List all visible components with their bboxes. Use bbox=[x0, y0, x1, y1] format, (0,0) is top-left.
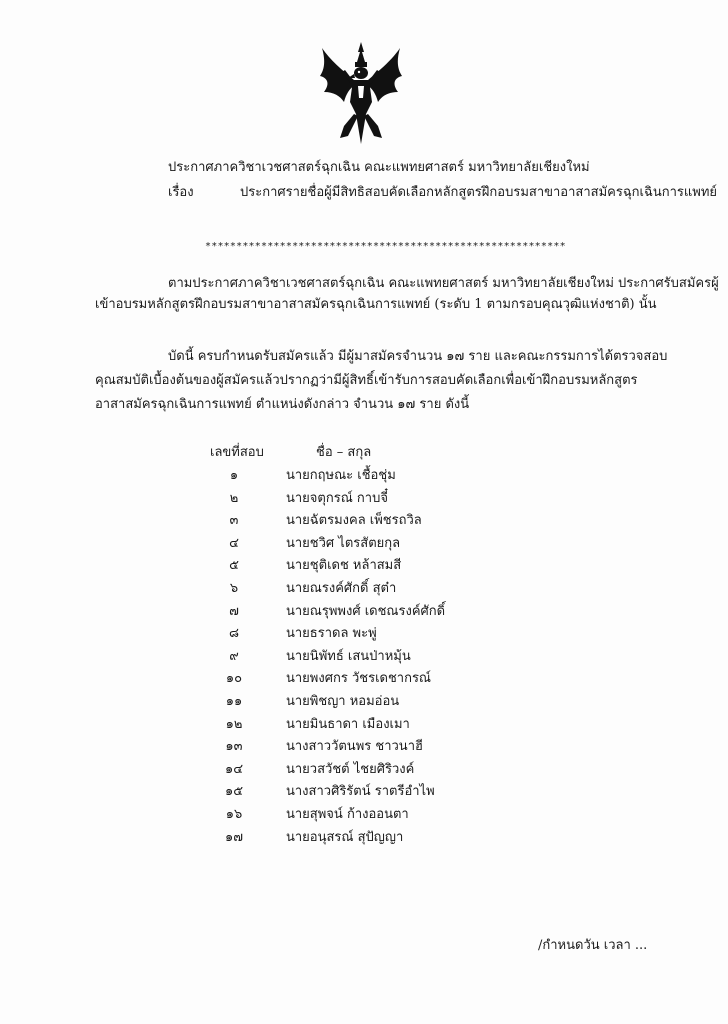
exam-number: ๑๒ bbox=[225, 716, 243, 732]
candidate-name: นายพิชญา หอมอ่อน bbox=[286, 693, 400, 709]
list-item bbox=[0, 466, 728, 489]
candidate-name: นายชวิศ ไตรสัตยกุล bbox=[286, 535, 401, 551]
paragraph-2-line-3: อาสาสมัครฉุกเฉินการแพทย์ ตำแหน่งดังกล่าว จำนวน ๑๗ ราย ดังนี้ bbox=[95, 397, 470, 412]
announcement-title: ประกาศภาควิชาเวชศาสตร์ฉุกเฉิน คณะแพทยศาสตร์ มหาวิทยาลัยเชียงใหม่ bbox=[168, 160, 590, 175]
exam-number: ๑๗ bbox=[224, 829, 244, 845]
paragraph-1-line-2: เข้าอบรมหลักสูตรฝึกอบรมสาขาอาสาสมัครฉุกเฉินการแพทย์ (ระดับ 1 ตามกรอบคุณวุฒิแห่งชาติ) นั้น bbox=[95, 297, 657, 312]
candidate-name: นายนิพัทธ์ เสนป่าหมุ้น bbox=[286, 648, 411, 664]
list-header-name: ชื่อ – สกุล bbox=[316, 445, 372, 460]
list-item bbox=[0, 647, 728, 670]
list-item bbox=[0, 737, 728, 760]
paragraph-2-line-2: คุณสมบัติเบื้องต้นของผู้สมัครแล้วปรากฏว่ามีผู้สิทธิ์เข้ารับการสอบคัดเลือกเพื่อเข้าฝึกอบรมหลักสูตร bbox=[95, 373, 638, 388]
candidate-name: นางสาวศิริรัตน์ ราตรีอำไพ bbox=[286, 784, 435, 800]
candidate-name: นายณรงค์ศักดิ์ สุต๋า bbox=[286, 580, 397, 596]
list-item bbox=[0, 828, 728, 851]
exam-number: ๙ bbox=[229, 648, 239, 664]
list-item bbox=[0, 511, 728, 534]
candidate-name: นายมินธาดา เมืองเมา bbox=[286, 716, 410, 732]
candidate-name: นางสาววัตนพร ชาวนาฮี bbox=[286, 739, 423, 755]
exam-number: ๑๖ bbox=[225, 806, 243, 822]
list-item bbox=[0, 715, 728, 738]
candidate-name: นายพงศกร วัชรเดชากรณ์ bbox=[286, 671, 431, 687]
exam-number: ๗ bbox=[229, 603, 239, 619]
candidate-name: นายอนุสรณ์ สุปัญญา bbox=[286, 829, 404, 845]
list-item bbox=[0, 669, 728, 692]
exam-number: ๑๓ bbox=[225, 739, 243, 755]
exam-number: ๕ bbox=[229, 558, 239, 574]
candidate-name: นายธราดล พะพู่ bbox=[286, 626, 377, 642]
separator-line: ********************************************************** bbox=[205, 241, 566, 252]
list-item bbox=[0, 805, 728, 828]
candidate-name: นายกฤษณะ เชื้อชุ่ม bbox=[286, 468, 396, 483]
exam-number: ๑๐ bbox=[225, 671, 243, 687]
candidate-name: นายสุพจน์ ก้างออนตา bbox=[286, 806, 409, 822]
list-item bbox=[0, 556, 728, 579]
list-item bbox=[0, 624, 728, 647]
list-header-exam-number: เลขที่สอบ bbox=[210, 445, 264, 460]
exam-number: ๑ bbox=[229, 468, 239, 483]
exam-number: ๘ bbox=[228, 626, 240, 642]
candidate-name: นายจตุกรณ์ กาบจี๋ bbox=[286, 490, 388, 506]
exam-number: ๓ bbox=[229, 513, 239, 529]
list-item bbox=[0, 782, 728, 805]
exam-number: ๑๑ bbox=[225, 693, 243, 709]
list-item bbox=[0, 692, 728, 715]
exam-number: ๑๔ bbox=[224, 761, 244, 777]
list-item bbox=[0, 602, 728, 625]
list-item bbox=[0, 760, 728, 783]
exam-number: ๑๕ bbox=[224, 784, 244, 800]
subject-text: ประกาศรายชื่อผู้มีสิทธิสอบคัดเลือกหลักสูตรฝึกอบรมสาขาอาสาสมัครฉุกเฉินการแพทย์ bbox=[240, 185, 718, 200]
candidate-name: นายณรุพพงศ์ เดชณรงค์ศักดิ์ bbox=[286, 603, 446, 619]
list-item bbox=[0, 489, 728, 512]
list-item bbox=[0, 579, 728, 602]
exam-number: ๔ bbox=[229, 535, 239, 551]
list-item bbox=[0, 534, 728, 557]
candidate-name: นายวสวัชต์ ไชยศิริวงค์ bbox=[286, 761, 415, 777]
exam-number: ๖ bbox=[229, 580, 239, 596]
garuda-emblem-icon bbox=[318, 40, 404, 148]
subject-label: เรื่อง bbox=[168, 185, 194, 200]
candidate-name: นายชุติเดช หล้าสมสี bbox=[286, 558, 402, 574]
candidate-name: นายฉัตรมงคล เพ็ชรถวิล bbox=[286, 513, 422, 529]
paragraph-1-line-1: ตามประกาศภาควิชาเวชศาสตร์ฉุกเฉิน คณะแพทยศาสตร์ มหาวิทยาลัยเชียงใหม่ ประกาศรับสมัครผู้ bbox=[168, 276, 719, 291]
exam-number: ๒ bbox=[229, 490, 239, 506]
paragraph-2-line-1: บัดนี้ ครบกำหนดรับสมัครแล้ว มีผู้มาสมัครจำนวน ๑๗ ราย และคณะกรรมการได้ตรวจสอบ bbox=[168, 349, 668, 364]
continuation-note: /กำหนดวัน เวลา ... bbox=[538, 938, 648, 953]
candidate-list bbox=[0, 466, 728, 850]
